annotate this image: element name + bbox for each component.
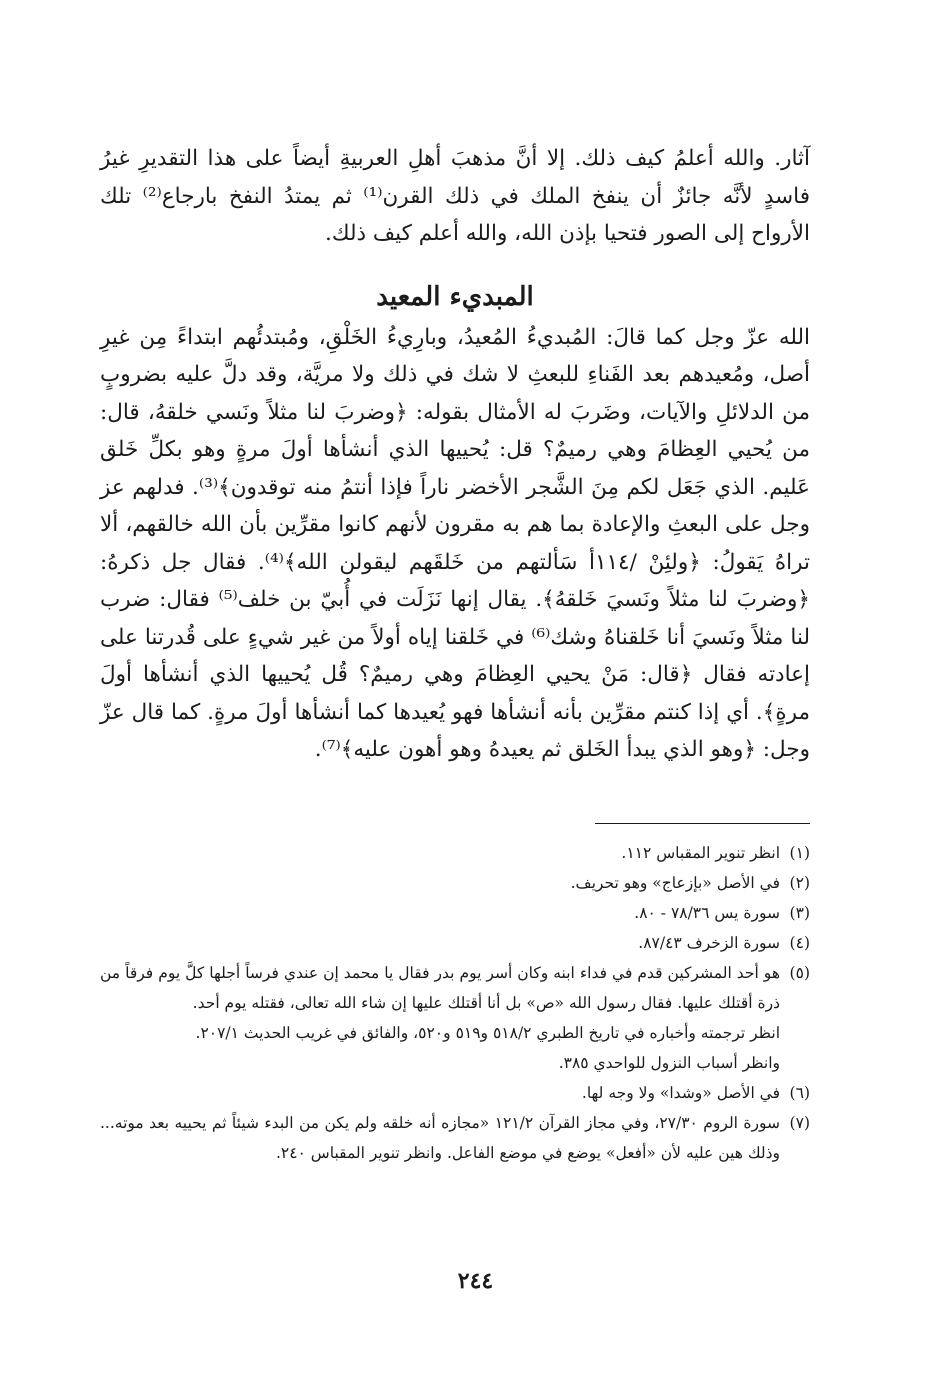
page	[100, 140, 810, 1168]
footnote-3	[100, 898, 810, 928]
footnote-text: في الأصل «بإزعاج» وهو تحريف.	[570, 873, 780, 892]
footnote-number: (٤)	[789, 933, 810, 952]
footnotes	[100, 838, 810, 1168]
footnote-1	[100, 838, 810, 868]
footnote-text: هو أحد المشركين قدم في فداء ابنه وكان أسر يوم بدر فقال يا محمد إن عندي فرساً أجلها كلَّ يوم فرقاً من ذرة أقتلك عليها. فقال رسول الله «ص» بل أنا أقتلك عليها إن شاء الله تعالى، فقتله يوم أحد.	[100, 963, 780, 1012]
section-heading: المبديء المعيد	[376, 281, 534, 312]
page-number: ٢٤٤	[457, 1268, 494, 1294]
footnote-5-continuation-1: انظر ترجمته وأخباره في تاريخ الطبري ٥١٨/٢ و٥١٩ و٥٢٠، والفائق في غريب الحديث ٢٠٧/١.	[195, 1023, 780, 1042]
footnote-5	[100, 958, 810, 1018]
footnote-number: (١)	[789, 843, 810, 862]
footnote-number: (٧)	[789, 1113, 810, 1132]
paragraph-1: آثار. والله أعلمُ كيف ذلك. إلا أنَّ مذهبَ أهلِ العربيةِ أيضاً على هذا التقديرِ غيرُ فاسدٍ لأنَّه جائزٌ أن ينفخ الملك في ذلك القرن⁽¹⁾ ثم يمتدُ النفخ بارجاع⁽²⁾ تلك الأرواح إلى الصور فتحيا بإذن الله، والله أعلم كيف ذلك.	[100, 146, 811, 246]
footnote-number: (٦)	[789, 1083, 810, 1102]
footnote-6	[100, 1078, 810, 1108]
footnote-text: في الأصل «وشدا» ولا وجه لها.	[581, 1083, 780, 1102]
footnote-text: سورة الروم ٢٧/٣٠، وفي مجاز القرآن ١٢١/٢ «مجازه أنه خلقه ولم يكن من البدء شيئاً ثم يحييه بعد موته... وذلك هين عليه لأن «أفعل» يوضع في موضع الفاعل. وانظر تنوير المقباس ٢٤٠.	[100, 1113, 780, 1162]
footnote-7	[100, 1108, 810, 1168]
footnote-divider	[595, 823, 810, 824]
footnote-number: (٥)	[789, 963, 810, 982]
footnote-5-continuation-2: وانظر أسباب النزول للواحدي ٣٨٥.	[558, 1053, 780, 1072]
footnote-text: انظر تنوير المقباس ١١٢.	[621, 843, 780, 862]
paragraph-2: الله عزّ وجل كما قالَ: المُبديءُ المُعيدُ، وبارِيءُ الخَلْقِ، ومُبتدئُهم ابتداءً مِن غيرِ أصل، ومُعيدهم بعد الفَناءِ للبعثِ لا شك في ذلك ولا مريَّة، وقد دلَّ عليه بضروبٍ من الدلائلِ والآيات، وضَربَ له الأمثال بقوله: ﴿وضربَ لنا مثلاً ونَسي خلقهُ، قال: من يُحيي العِظامَ وهي رميمٌ؟ قل: يُحييها الذي أنشأها أولَ مرةٍ وهو بكلِّ خَلق عَليم. الذي جَعَل لكم مِنَ الشَّجر الأخضر ناراً فإذا أنتمُ منه توقدون﴾⁽³⁾. فدلهم عز وجل على البعثِ والإعادة بما هم به مقرون لأنهم كانوا مقرِّين بأن الله خالقهم، ألا تراهُ يَقولُ: ﴿ولئِنْ /١١٤أ سَألتهم من خَلقَهم ليقولن الله﴾⁽⁴⁾. فقال جل ذكرهُ: ﴿وضربَ لنا مثلاً ونَسيَ خَلقهُ﴾. يقال إنها نَزَلَت في أُبيّ بن خلف⁽⁵⁾ فقال: ضرب لنا مثلاً ونَسيَ أنا خَلقناهُ وشك⁽⁶⁾ في خَلقنا إياه أولاً من غير شيءٍ على قُدرتنا على إعادته فقال ﴿قال: مَنْ يحيي العِظامَ وهي رميمٌ؟ قُل يُحييها الذي أنشأها أولَ مرةٍ﴾. أي إذا كنتم مقرِّين بأنه أنشأها فهو يُعيدها كما أنشأها أولَ مرةٍ. كما قال عزّ وجل: ﴿وهو الذي يبدأ الخَلق ثم يعيدهُ وهو أهون عليه﴾⁽⁷⁾.	[100, 324, 811, 762]
footnote-text: سورة الزخرف ٨٧/٤٣.	[638, 933, 780, 952]
footnote-number: (٣)	[789, 903, 810, 922]
footnote-4	[100, 928, 810, 958]
main-text	[100, 140, 810, 769]
footnote-2	[100, 868, 810, 898]
footnote-number: (٢)	[789, 873, 810, 892]
footnote-text: سورة يس ٧٨/٣٦ - ٨٠.	[634, 903, 780, 922]
